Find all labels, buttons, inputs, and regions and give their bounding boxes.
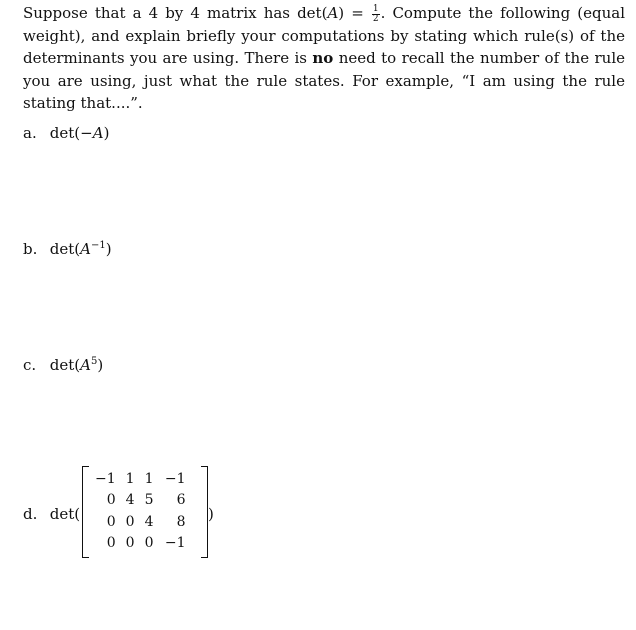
- intro-text-3: need to recall the number of the rule you are using, just what the rule states. For example, “I am using the rule stating that....”.: [23, 49, 626, 112]
- matrix-cell: −1: [164, 470, 186, 487]
- matrix-cell: 4: [125, 492, 135, 509]
- intro-text-1: Suppose that a 4 by 4 matrix has det(: [23, 4, 328, 22]
- part-b-var: A: [80, 240, 91, 258]
- part-a: [23, 124, 109, 142]
- matrix-row: [90, 533, 190, 555]
- matrix-cell: 4: [144, 513, 154, 530]
- part-c-pre: det(: [49, 356, 81, 374]
- matrix-cell: 0: [106, 513, 116, 530]
- matrix-cell: 8: [176, 513, 186, 530]
- part-a-post: ): [103, 124, 110, 142]
- matrix-cell: 6: [176, 492, 186, 509]
- part-c-exponent: 5: [90, 356, 98, 367]
- matrix-cell: 0: [106, 492, 116, 509]
- intro-equals: ) =: [338, 4, 371, 22]
- part-c: [23, 356, 103, 374]
- part-b-label: b.: [23, 240, 38, 258]
- one-half-fraction: [372, 5, 380, 24]
- matrix-cell: 0: [106, 535, 116, 552]
- matrix-cell: −1: [164, 535, 186, 552]
- matrix-right-bracket: [201, 466, 208, 558]
- part-c-label: c.: [23, 356, 37, 374]
- intro-var-a: A: [327, 4, 339, 22]
- part-b-exponent: −1: [90, 240, 106, 251]
- matrix-cell: 0: [125, 535, 135, 552]
- matrix: [80, 466, 210, 558]
- matrix-cell: −1: [95, 470, 116, 487]
- part-d: [23, 505, 80, 523]
- matrix-row: [90, 490, 190, 512]
- part-d-post: ): [208, 505, 214, 523]
- part-a-pre: det(−: [49, 124, 93, 142]
- problem-statement: [23, 2, 625, 115]
- matrix-cell: 1: [144, 470, 154, 487]
- matrix-cell: 0: [144, 535, 154, 552]
- part-c-var: A: [80, 356, 91, 374]
- part-d-pre: det(: [49, 505, 81, 523]
- part-b-post: ): [105, 240, 112, 258]
- matrix-cell: 0: [125, 513, 135, 530]
- matrix-left-bracket: [82, 466, 89, 558]
- part-a-var: A: [92, 124, 104, 142]
- part-a-label: a.: [23, 124, 37, 142]
- part-b-pre: det(: [49, 240, 81, 258]
- matrix-row: [90, 468, 190, 490]
- part-c-post: ): [97, 356, 104, 374]
- matrix-row: [90, 511, 190, 533]
- fraction-numerator: 1: [372, 3, 379, 14]
- fraction-denominator: 2: [372, 13, 379, 24]
- intro-text-2: . Compute the following (equal weight), and explain briefly your computations by stating which rule(s) of the determinants you are using. There is: [23, 4, 625, 67]
- matrix-cell: 1: [125, 470, 135, 487]
- matrix-cell: 5: [144, 492, 154, 509]
- matrix-table: [90, 468, 190, 554]
- emphasis-no: no: [312, 49, 334, 67]
- part-b: [23, 240, 112, 258]
- part-d-label: d.: [23, 505, 38, 523]
